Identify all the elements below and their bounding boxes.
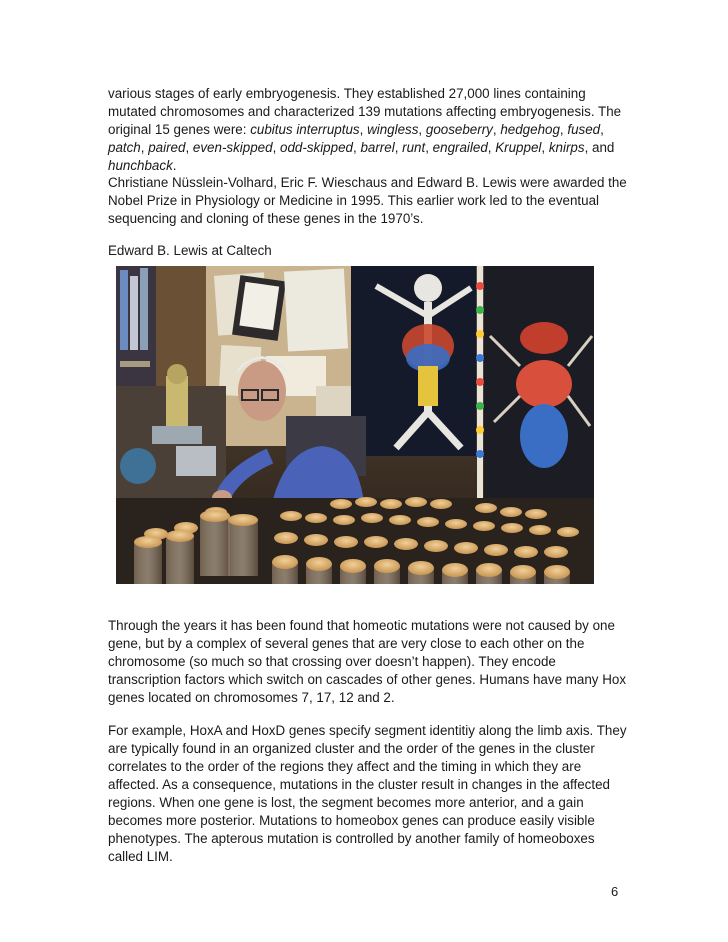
paragraph-hox-example [108, 722, 628, 866]
gene-name: even-skipped [192, 140, 273, 155]
paragraph-homeotic-text: Through the years it has been found that homeotic mutations were not caused by one gene, but by a complex of several genes that are very close to each other on the chromosome (so much so that crossing over doesn’t happen). They encode transcription factors which switch on cascades of other genes. Humans have many Hox genes located on chromosomes 7, 17, 12 and 2. [108, 618, 627, 705]
gene-name: hedgehog [500, 122, 560, 137]
gene-name: knirps [548, 140, 585, 155]
photo-caption-text: Edward B. Lewis at Caltech [108, 243, 272, 258]
paragraph-hox-example-text: For example, HoxA and HoxD genes specify segment identitiy along the limb axis. They are typically found in an organized cluster and the order of the genes in the cluster correlates to the order of the regions they affect and the timing in which they are affected. As a consequence, mutations in the cluster result in changes in the affected regions. When one gene is lost, the segment becomes more anterior, and a gain becomes more posterior. Mutations to homeobox genes can produce easily visible phenotypes. The apterous mutation is controlled by another family of homeoboxes called LIM. [108, 723, 627, 864]
gene-name: runt [402, 140, 426, 155]
paragraph-genes-text: various stages of early embryogenesis. They established 27,000 lines containing mutated chromosomes and characterized 139 mutations affecting embryogenesis. The original 15 genes were: cubitus interruptus, wingless, gooseberry, hedgehog, fused, patch, paired, even-skipped, odd-skipped, barrel, runt, engrailed, Kruppel, knirps, and hunchback. [108, 86, 622, 173]
gene-name: barrel [360, 140, 395, 155]
photo-edward-lewis [116, 266, 594, 584]
gene-name: hunchback [108, 158, 173, 173]
gene-name: odd-skipped [280, 140, 353, 155]
gene-name: paired [148, 140, 186, 155]
gene-name: patch [108, 140, 141, 155]
gene-name: gooseberry [425, 122, 493, 137]
photo-caption [108, 242, 628, 260]
paragraph-genes [108, 85, 628, 175]
page-number: 6 [611, 884, 619, 899]
paragraph-homeotic [108, 617, 628, 707]
paragraph-nobel-text: Christiane Nüsslein-Volhard, Eric F. Wieschaus and Edward B. Lewis were awarded the Nobel Prize in Physiology or Medicine in 1995. This earlier work led to the eventual sequencing and cloning of these genes in the 1970’s. [108, 175, 627, 226]
gene-name: Kruppel [495, 140, 542, 155]
gene-name: wingless [367, 122, 419, 137]
paragraph-nobel [108, 174, 628, 228]
gene-name: fused [567, 122, 601, 137]
gene-name: engrailed [432, 140, 488, 155]
gene-name: cubitus interruptus [250, 122, 360, 137]
